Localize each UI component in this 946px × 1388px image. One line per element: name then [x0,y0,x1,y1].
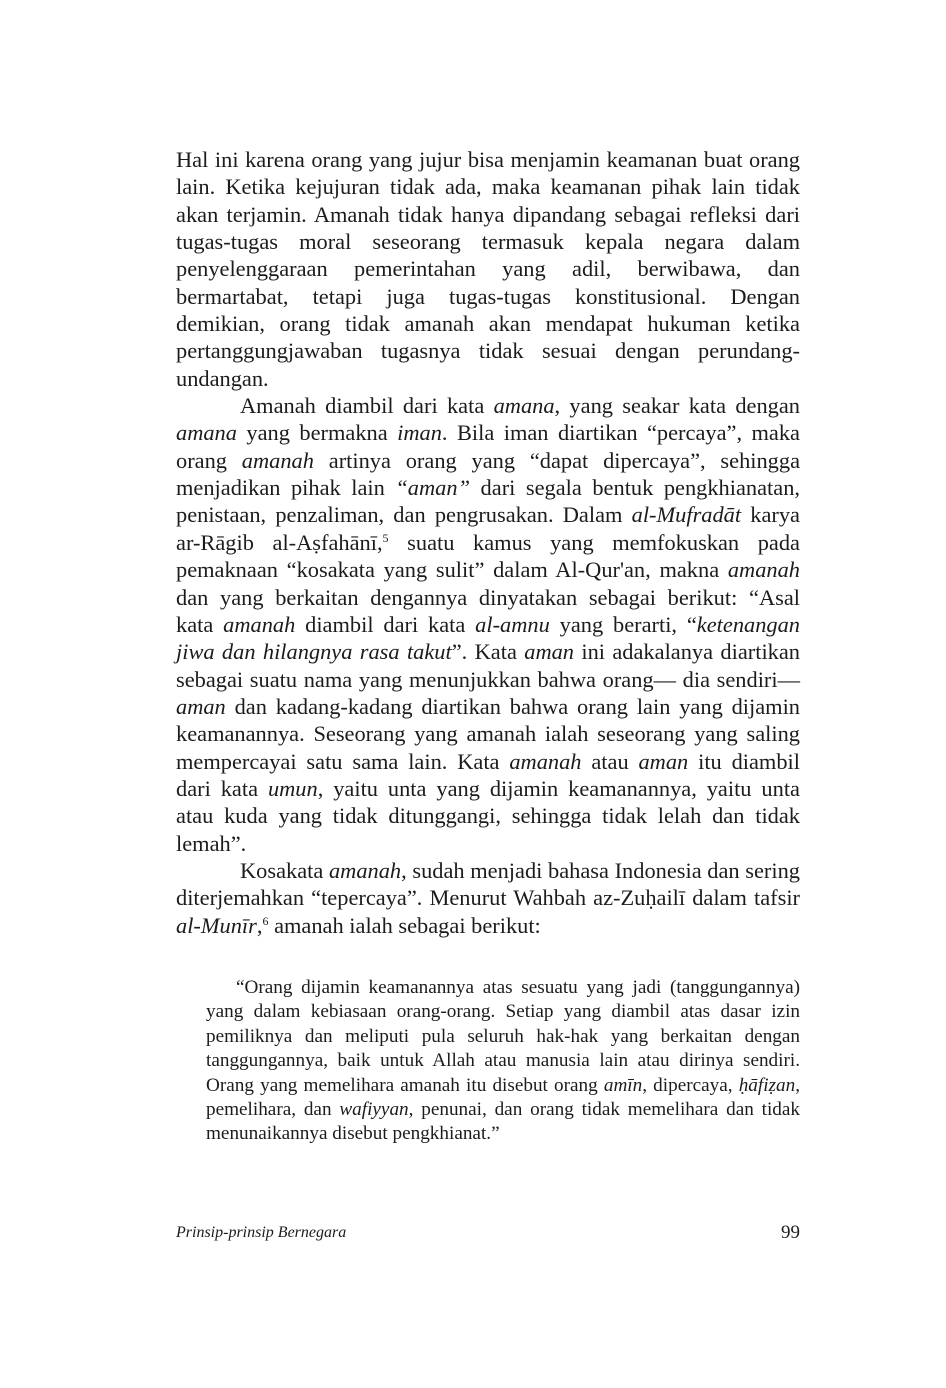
text-run: , dipercaya, [642,1074,739,1096]
text-run: yang berarti, “ [549,611,697,637]
italic-term: aman [524,639,575,665]
italic-term: aman [638,748,689,774]
italic-term: amana [493,393,555,419]
italic-term: ḥāfiẓan [738,1074,796,1096]
text-run: . Bila iman diartikan “percaya”, maka orang [176,420,800,473]
paragraph [176,392,800,857]
text-run: , yaitu unta yang dijamin keamanannya, yaitu unta atau kuda yang tidak ditunggangi, sehingga tidak lelah dan tidak lemah”. [176,775,800,856]
text-run: suatu kamus yang memfokuskan pada pemaknaan “kosakata yang sulit” dalam Al-Qur'an, makna [176,529,800,583]
italic-term: al-Munīr [176,912,257,938]
text-run: atau [581,748,639,774]
italic-term: amanah [509,748,582,774]
italic-term: ketenangan jiwa dan hilangnya rasa takut [176,611,801,665]
text-run: ”. Kata [451,639,525,665]
italic-term: amanah [223,611,296,637]
text-run: ini adakalanya diartikan sebagai suatu nama yang menunjukkan bahwa orang— dia sendiri— [176,639,800,692]
italic-term: al-Mufradāt [631,502,742,528]
text-run: , sudah menjadi bahasa Indonesia dan sering diterjemahkan “tepercaya”. Menurut Wahbah az-Zuḥailī dalam tafsir [176,857,800,911]
text-run: , [256,912,263,938]
italic-term: wafiyyan [339,1099,409,1121]
text-run: dari segala bentuk pengkhianatan, penistaan, penzaliman, dan pengrusakan. Dalam [176,475,800,528]
paragraph [176,146,800,392]
text-run: dan yang berkaitan dengannya dinyatakan sebagai berikut: “Asal kata [176,584,800,637]
paragraph [176,857,800,939]
text-run: “Orang dijamin keamanannya atas sesuatu yang jadi (tanggungannya) yang dalam kebiasaan orang-orang. Setiap yang diambil atas dasar izin pemiliknya dan meliputi pula seluruh hak-hak yang berkaitan dengan tanggungannya, baik untuk Allah atau manusia lain atau dirinya sendiri. Orang yang memelihara amanah itu disebut orang [206,977,800,1096]
text-run: diambil dari kata [295,611,476,637]
text-run: amanah ialah sebagai berikut: [268,912,541,938]
italic-term: amanah [328,857,402,883]
page-number: 99 [781,1222,800,1243]
block-quote [206,976,800,1147]
text-run: , yang seakar kata dengan [554,393,800,419]
italic-term: amana [176,420,237,446]
text-run: yang bermakna [236,420,398,446]
italic-term: amīn [603,1074,643,1096]
italic-term: aman [176,693,226,719]
quote-paragraph [206,976,800,1147]
running-title: Prinsip-prinsip Bernegara [176,1224,347,1241]
text-run: , pemelihara, dan [206,1074,800,1121]
italic-term: amanah [241,447,314,473]
page-footer [176,1222,800,1246]
text-run: Amanah diambil dari kata [240,393,494,419]
text-run: Kosakata [240,857,329,883]
text-run: artinya orang yang “dapat dipercaya”, sehingga menjadikan pihak lain [176,447,801,501]
text-run: dan kadang-kadang diartikan bahwa orang lain yang dijamin keamanannya. Seseorang yang amanah ialah seseorang yang saling mempercayai satu sama lain. Kata [176,693,800,774]
footnote-ref[interactable]: 5 [382,531,389,546]
italic-term: amanah [727,557,800,583]
italic-term: umun [267,775,318,801]
text-run: itu diambil dari kata [176,748,800,801]
footnote-ref[interactable]: 6 [262,913,269,928]
italic-term: “aman” [395,475,471,501]
body-text [176,146,800,939]
text-run: Hal ini karena orang yang jujur bisa menjamin keamanan buat orang lain. Ketika kejujuran tidak ada, maka keamanan pihak lain tidak akan terjamin. Amanah tidak hanya dipandang sebagai refleksi dari tugas-tugas moral seseorang termasuk kepala negara dalam penyelenggaraan pemerintahan yang adil, berwibawa, dan bermartabat, tetapi juga tugas-tugas konstitusional. Dengan demikian, orang tidak amanah akan mendapat hukuman ketika pertanggungjawaban tugasnya tidak sesuai dengan perundang-undangan. [176,147,800,391]
text-run: , penunai, dan orang tidak memelihara dan tidak menunaikannya disebut pengkhianat.” [206,1099,801,1145]
text-run: karya ar-Rāgib al-Aṣfahānī, [176,502,800,555]
italic-term: iman [397,420,442,446]
italic-term: al-amnu [475,611,550,637]
